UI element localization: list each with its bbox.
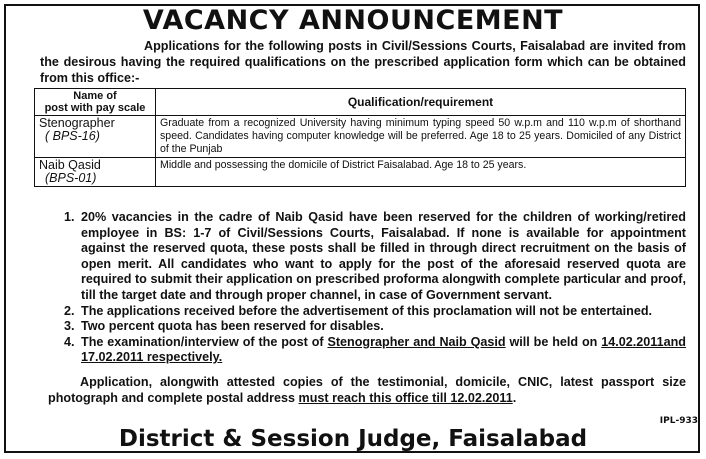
page-title: VACANCY ANNOUNCEMENT	[142, 5, 564, 36]
footer-signature: District & Session Judge, Faisalabad	[118, 426, 588, 452]
note-text: The applications received before the advertisement of this proclamation will not be entertained.	[81, 303, 653, 318]
post-cell	[35, 116, 156, 158]
closing-text: Application, alongwith attested copies of the testimonial, domicile, CNIC, latest passport size photograph and complete postal address	[48, 375, 686, 405]
intro-paragraph: Applications for the following posts in Civil/Sessions Courts, Faisalabad are invited from the desirous having the required qualifications on the prescribed application form which can be obtained from this office:-	[40, 39, 686, 85]
posts-table	[34, 88, 686, 187]
note-posts-underlined: Stenographer and Naib Qasid	[327, 334, 506, 349]
list-item	[0, 335, 686, 366]
note-text-before: The examination/interview of the post of	[81, 334, 328, 349]
list-item	[0, 304, 686, 320]
post-name: Stenographer	[39, 116, 115, 130]
list-item	[0, 210, 686, 304]
table-header-row	[35, 89, 686, 116]
closing-end: .	[512, 390, 517, 405]
qualification-cell: Middle and possessing the domicile of District Faisalabad. Age 18 to 25 years.	[156, 158, 686, 187]
table-row	[35, 116, 686, 158]
header-post	[35, 89, 156, 116]
note-number: 4.	[64, 334, 75, 349]
qualification-cell: Graduate from a recognized University having minimum typing speed 50 w.p.m and 110 w.p.m of shorthand speed. Candidates having computer knowledge will be preferred. Age 18 to 25 years. Domiciled of any District of the Punjab	[156, 116, 686, 158]
closing-paragraph	[48, 375, 686, 406]
note-text: 20% vacancies in the cadre of Naib Qasid have been reserved for the children of working/retired employee in BS: 1-7 of Civil/Sessions Courts, Faisalabad. If none is available for appointment against the reserved quota, these posts shall be filled in through direct recruitment on the basis of open merit. All candidates who want to apply for the post of the aforesaid reserved quota are required to submit their application on prescribed proforma alongwith complete particular and proof, till the target date and through proper channel, in case of Government servant.	[81, 210, 686, 302]
post-cell	[35, 158, 156, 187]
note-number: 1.	[64, 210, 75, 224]
note-dates-underlined: 14.02.2011and 17.02.2011 respectively.	[81, 334, 686, 365]
note-number: 2.	[64, 303, 75, 318]
list-item	[0, 319, 686, 335]
header-post-line2: post with pay scale	[44, 102, 146, 114]
header-post-line1: Name of	[73, 90, 117, 102]
header-qualification: Qualification/requirement	[156, 89, 686, 116]
post-scale: ( BPS-16)	[45, 129, 100, 143]
note-number: 3.	[64, 319, 75, 334]
post-scale: (BPS-01)	[45, 171, 97, 185]
note-text-middle: will be held on	[505, 334, 602, 349]
notes-list	[0, 210, 686, 366]
table-row	[35, 158, 686, 187]
note-text: Two percent quota has been reserved for disables.	[81, 319, 384, 334]
post-name: Naib Qasid	[39, 158, 101, 172]
closing-deadline: must reach this office till 12.02.2011	[298, 390, 513, 405]
reference-code: IPL-933	[659, 416, 698, 426]
